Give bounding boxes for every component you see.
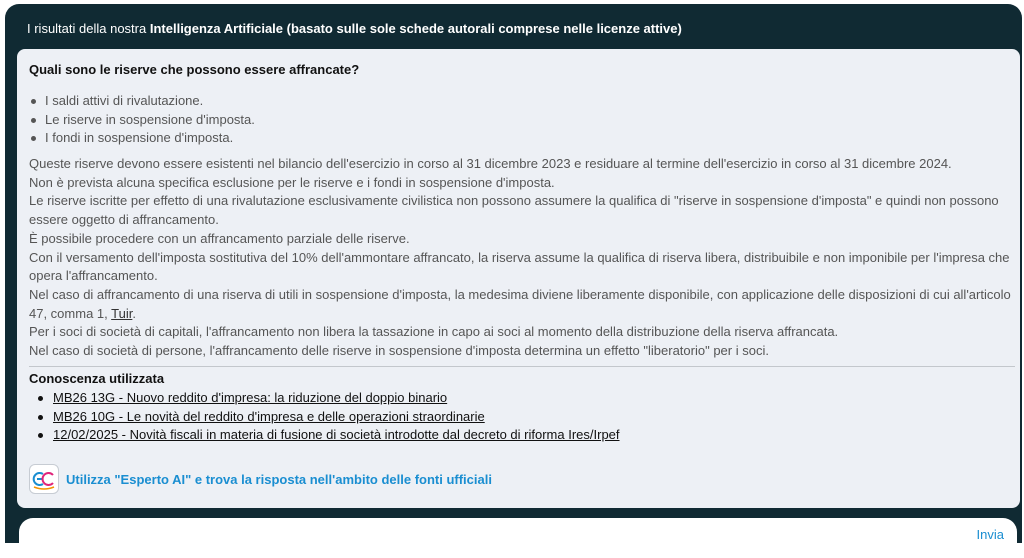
- answer-paragraph: È possibile procedere con un affrancamento parziale delle riserve.: [29, 230, 410, 246]
- ec-logo-icon: [29, 464, 59, 494]
- panel-title-bold: Intelligenza Artificiale (basato sulle sole schede autorali comprese nelle licenze attive): [149, 21, 682, 36]
- section-divider: [29, 366, 1015, 367]
- list-item: Le riserve in sospensione d'imposta.: [29, 111, 255, 130]
- answer-paragraph: Per i soci di società di capitali, l'affrancamento non libera la tassazione in capo ai soci al momento della distribuzione della riserva affrancata.: [29, 324, 839, 340]
- sources-list: [29, 389, 620, 445]
- send-button[interactable]: Invia: [976, 527, 1004, 542]
- reserve-types-list: [29, 92, 255, 148]
- knowledge-title: Conoscenza utilizzata: [29, 371, 165, 386]
- answer-paragraph-text: Nel caso di affrancamento di una riserva di utili in sospensione d'imposta, la medesima diviene liberamente disponibile, con applicazione delle disposizioni di cui all'articolo 47, comma 1,: [29, 286, 1011, 321]
- esperto-ai-link[interactable]: Utilizza "Esperto AI" e trova la risposta nell'ambito delle fonti ufficiali: [66, 471, 492, 487]
- esperto-ai-cta[interactable]: [29, 463, 492, 495]
- panel-title: [27, 21, 682, 37]
- answer-body: [29, 155, 1013, 361]
- message-input-area[interactable]: [19, 518, 1017, 558]
- answer-paragraph-end: .: [132, 305, 136, 321]
- answer-paragraph: Nel caso di società di persone, l'affrancamento delle riserve in sospensione d'imposta determina un effetto "liberatorio" per i soci.: [29, 343, 769, 359]
- list-item: [29, 426, 620, 445]
- question-heading: Quali sono le riserve che possono essere affrancate?: [29, 62, 360, 77]
- list-item: [29, 389, 620, 408]
- source-link[interactable]: MB26 13G - Nuovo reddito d'impresa: la riduzione del doppio binario: [53, 390, 448, 405]
- answer-paragraph-tuir: [29, 286, 1013, 323]
- answer-card: [17, 49, 1020, 508]
- list-item: I saldi attivi di rivalutazione.: [29, 92, 255, 111]
- answer-paragraph: Le riserve iscritte per effetto di una rivalutazione esclusivamente civilistica non possono assumere la qualifica di "riserve in sospensione d'imposta" e quindi non possono essere oggetto di affrancamento.: [29, 193, 999, 228]
- tuir-link[interactable]: Tuir: [111, 305, 133, 321]
- answer-paragraph: Con il versamento dell'imposta sostitutiva del 10% dell'ammontare affrancato, la riserva assume la qualifica di riserva libera, distribuibile e non imponibile per l'impresa che opera l'affrancamento.: [29, 249, 1010, 284]
- list-item: [29, 408, 620, 427]
- panel-title-prefix: I risultati della nostra: [27, 21, 147, 36]
- ai-results-panel: [5, 4, 1022, 543]
- answer-paragraph: Queste riserve devono essere esistenti nel bilancio dell'esercizio in corso al 31 dicembre 2023 e residuare al termine dell'esercizio in corso al 31 dicembre 2024.: [29, 156, 952, 171]
- answer-paragraph: Non è prevista alcuna specifica esclusione per le riserve e i fondi in sospensione d'imposta.: [29, 174, 555, 190]
- source-link[interactable]: 12/02/2025 - Novità fiscali in materia di fusione di società introdotte dal decreto di riforma Ires/Irpef: [53, 427, 620, 442]
- source-link[interactable]: MB26 10G - Le novità del reddito d'impresa e delle operazioni straordinarie: [53, 408, 485, 424]
- list-item: I fondi in sospensione d'imposta.: [29, 129, 255, 148]
